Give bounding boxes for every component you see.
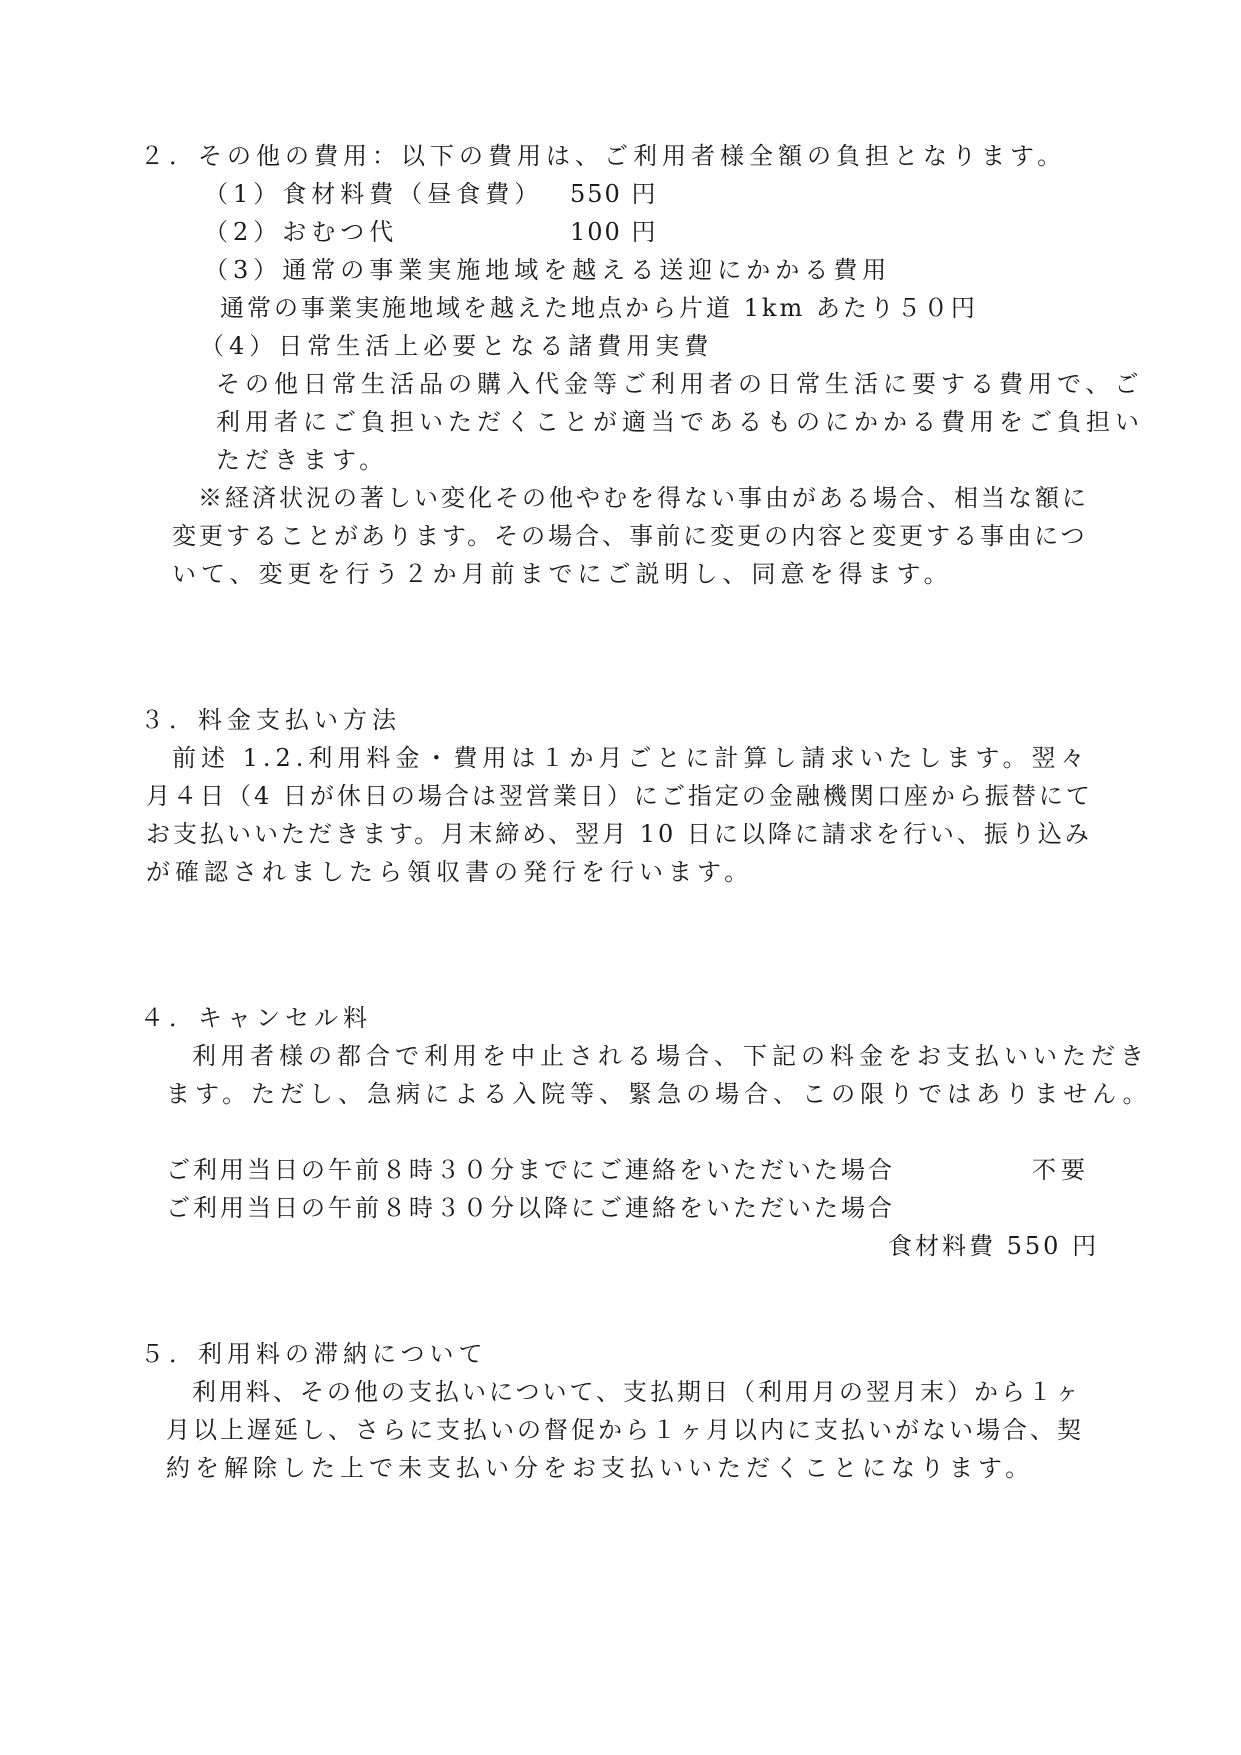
section2-item1-amount: 550 円	[570, 180, 658, 208]
section3-para-2: 月４日（4 日が休日の場合は翌営業日）にご指定の金融機関口座から振替にて	[146, 782, 1093, 810]
section4-para-2: ます。ただし、急病による入院等、緊急の場合、この限りではありません。	[166, 1080, 1152, 1108]
section2-note-3: いて、変更を行う２か月前までにご説明し、同意を得ます。	[172, 560, 953, 588]
section2-note-2: 変更することがあります。その場合、事前に変更の内容と変更する事由につ	[172, 522, 1088, 550]
section4-case1-fee: 不要	[1032, 1156, 1090, 1184]
section4-case2-fee: 食材料費 550 円	[888, 1232, 1100, 1260]
section2-item4-detail-1: その他日常生活品の購入代金等ご利用者の日常生活に要する費用で、ご	[216, 370, 1144, 398]
section3-heading: ３．料金支払い方法	[140, 706, 401, 734]
section2-item4-detail-3: ただきます。	[216, 446, 389, 474]
section3-para-4: が確認されましたら領収書の発行を行います。	[146, 858, 754, 886]
section4-heading: ４．キャンセル料	[140, 1004, 372, 1032]
section2-item1-label: （1）食材料費（昼食費）	[204, 180, 544, 208]
section2-item3-label: （3）通常の事業実施地域を越える送迎にかかる費用	[204, 256, 892, 284]
section4-case1-label: ご利用当日の午前８時３０分までにご連絡をいただいた場合	[166, 1156, 895, 1184]
section4-case2-label: ご利用当日の午前８時３０分以降にご連絡をいただいた場合	[166, 1194, 895, 1222]
section2-item4-label: （4）日常生活上必要となる諸費用実費	[200, 332, 714, 360]
section5-heading: ５．利用料の滞納について	[140, 1340, 488, 1368]
section2-note-1: ※経済状況の著しい変化その他やむを得ない事由がある場合、相当な額に	[198, 484, 1089, 512]
section2-item2-label: （2）おむつ代	[204, 218, 399, 246]
section5-para-3: 約を解除した上で未支払い分をお支払いいただくことになります。	[166, 1454, 1035, 1482]
section5-para-1: 利用料、その他の支払いについて、支払期日（利用月の翌月末）から１ヶ	[192, 1378, 1083, 1406]
section4-para-1: 利用者様の都合で利用を中止される場合、下記の料金をお支払いいただき	[192, 1042, 1149, 1070]
section3-para-3: お支払いいただきます。月末締め、翌月 10 日に以降に請求を行い、振り込み	[146, 820, 1092, 848]
section2-heading: ２．その他の費用：以下の費用は、ご利用者様全額の負担となります。	[140, 142, 1067, 170]
section2-item2-amount: 100 円	[570, 218, 658, 246]
section5-para-2: 月以上遅延し、さらに支払いの督促から１ヶ月以内に支払いがない場合、契	[166, 1416, 1084, 1444]
section2-item4-detail-2: 利用者にご負担いただくことが適当であるものにかかる費用をご負担い	[216, 408, 1144, 436]
section3-para-1: 前述 1.2.利用料金・費用は１か月ごとに計算し請求いたします。翌々	[172, 744, 1090, 772]
section2-item3-detail: 通常の事業実施地域を越えた地点から片道 1km あたり５０円	[220, 294, 978, 322]
